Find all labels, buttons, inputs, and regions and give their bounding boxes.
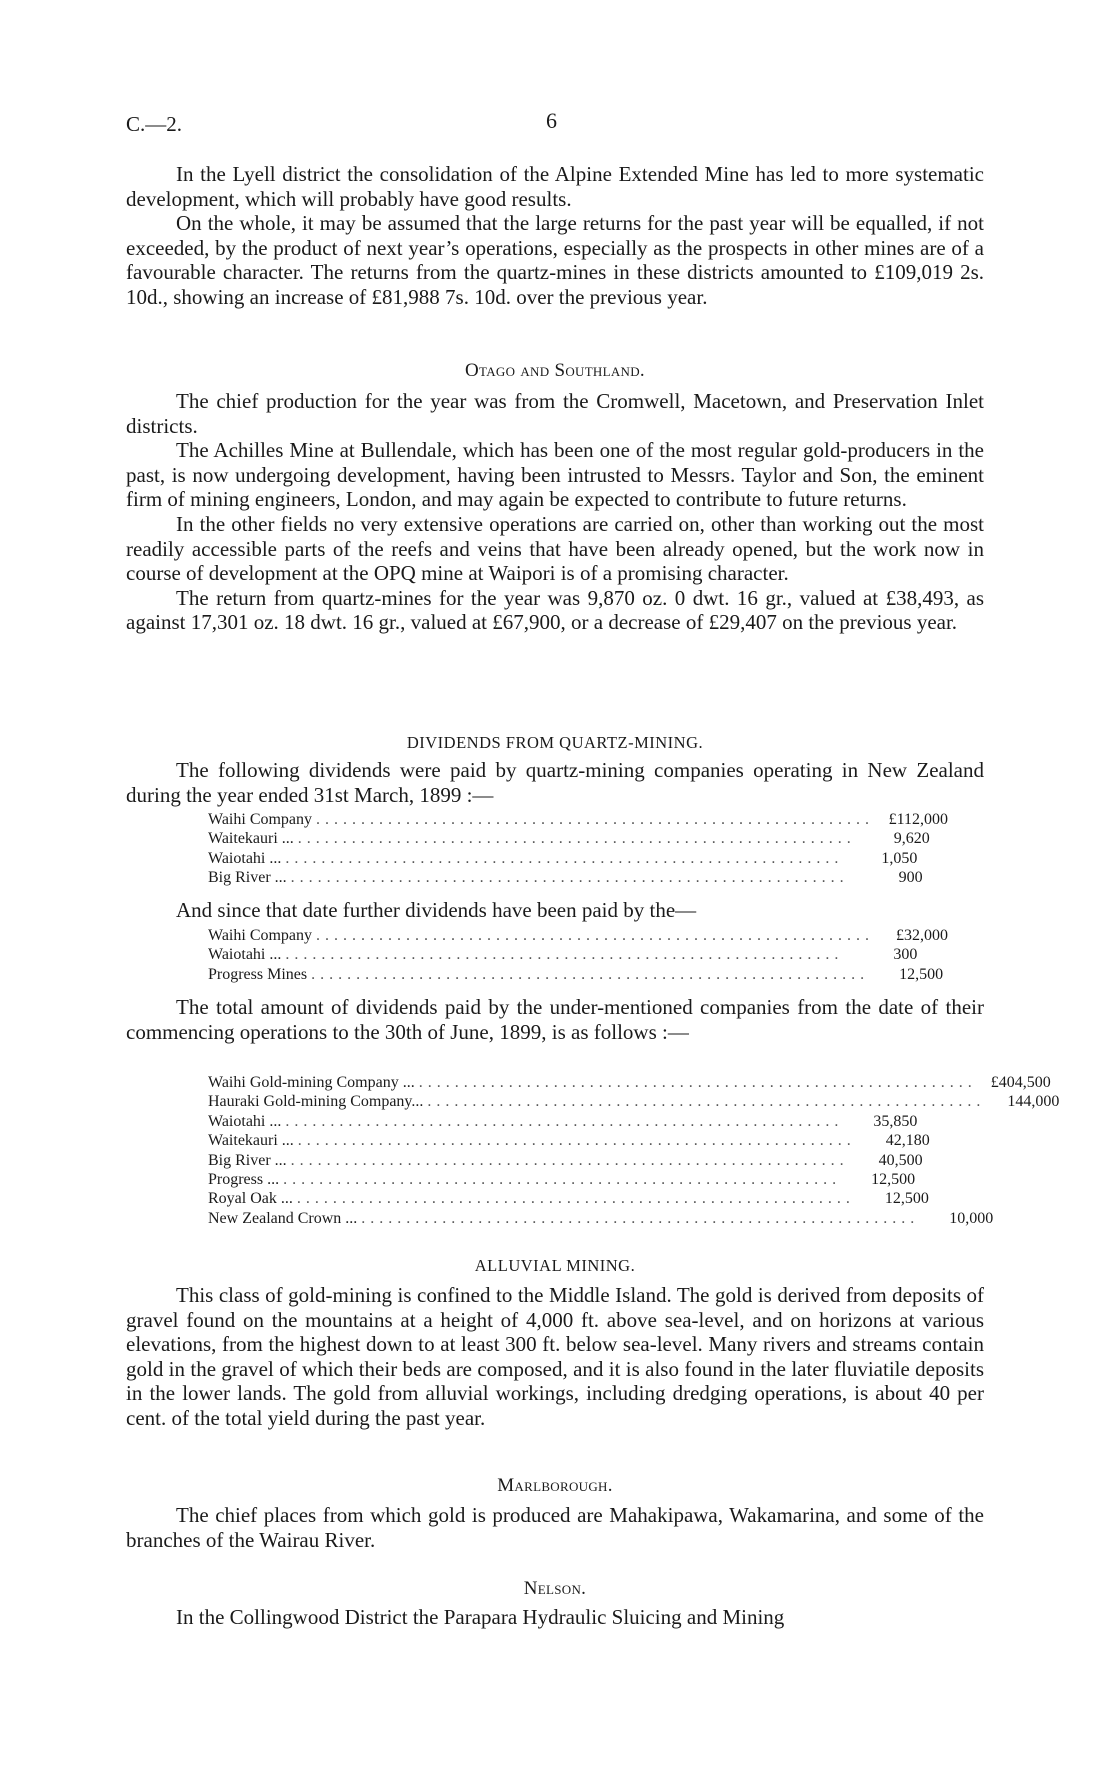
paragraph: And since that date further dividends have been paid by the— [176,898,697,922]
paragraph: The chief places from which gold is produced are Mahakipawa, Wakamarina, and some of the branches of the Wairau River. [126,1503,984,1552]
paragraph: The chief production for the year was from the Cromwell, Macetown, and Preservation Inlet districts. [126,389,984,438]
paragraph: The Achilles Mine at Bullendale, which has been one of the most regular gold-producers in the past, is now undergoing development, having been intrusted to Messrs. Taylor and Son, the eminent firm of mining engineers, London, and may again be expected to contribute to future returns. [126,438,984,512]
paragraph: On the whole, it may be assumed that the large returns for the past year will be equalled, if not exceeded, by the product of next year’s operations, especially as the prospects in other mines are of a favourable character. The returns from the quartz-mines in these districts amounted to £109,019 2s. 10d., showing an increase of £81,988 7s. 10d. over the previous year. [126,211,984,309]
paragraph: The total amount of dividends paid by the under-mentioned companies from the date of their commencing operations to the 30th of June, 1899, is as follows :— [126,995,984,1044]
dividends-table-total [208,1073,1060,1228]
otago-section [126,389,984,635]
table-row: Waitekauri ... .............................................................. 42,180 [208,1132,930,1150]
table-row: Progress ... .............................................................. 12,500 [208,1171,916,1189]
document-reference: C.—2. [126,112,183,136]
table-row: New Zealand Crown ... .............................................................. 10,000 [208,1209,994,1227]
paragraph: In the Collingwood District the Parapara Hydraulic Sluicing and Mining [176,1605,785,1629]
marlborough-heading: Marlborough. [497,1475,613,1496]
table-row: Big River ... .............................................................. 900 [208,869,923,887]
otago-heading: Otago and Southland. [465,360,645,381]
dividends-intro [126,758,984,807]
dividends-table-since [208,926,949,984]
marlborough-section [126,1503,984,1552]
lyell-section [126,162,984,310]
dividends-total-intro [126,995,984,1044]
paragraph: This class of gold-mining is confined to the Middle Island. The gold is derived from deposits of gravel found on the mountains at a height of 4,000 ft. above sea-level, and on horizons at various elevations, from the highest down to at least 300 ft. below sea-level. Many rivers and streams contain gold in the gravel of which their beds are composed, and it is also found in the later fluviatile deposits in the lower lands. The gold from alluvial workings, including dredging operations, is about 40 per cent. of the total yield during the past year. [126,1283,984,1430]
alluvial-heading: ALLUVIAL MINING. [474,1256,636,1275]
paragraph: The return from quartz-mines for the year was 9,870 oz. 0 dwt. 16 gr., valued at £38,493, as against 17,301 oz. 18 dwt. 16 gr., valued at £67,900, or a decrease of £29,407 on the previous year. [126,585,984,635]
nelson-heading: Nelson. [523,1578,587,1599]
table-row: Waiotahi ... .............................................................. 300 [208,946,918,964]
table-row: Hauraki Gold-mining Company... .............................................................. 144,000 [208,1093,1060,1111]
table-row: Waiotahi ... .............................................................. 1,050 [208,849,918,867]
table-row: Waiotahi ... .............................................................. 35,850 [208,1112,918,1130]
table-row: Progress Mines .............................................................. 12,500 [208,965,944,983]
nelson-section [126,1605,984,1630]
dividends-since [126,898,984,923]
paragraph: The following dividends were paid by quartz-mining companies operating in New Zealand during the year ended 31st March, 1899 :— [126,758,984,807]
table-row: Royal Oak ... .............................................................. 12,500 [208,1190,929,1208]
table-row: Waihi Gold-mining Company ... .............................................................. £404,500 [208,1074,1051,1091]
dividends-table-1999 [208,810,949,888]
alluvial-section [126,1283,984,1431]
paragraph: In the other fields no very extensive operations are carried on, other than working out the most readily accessible parts of the reefs and veins that have been already opened, but the work now in course of development at the OPQ mine at Waipori is of a promising character. [126,511,984,586]
table-row: Waihi Company .............................................................. £112,000 [208,811,949,828]
table-row: Waihi Company .............................................................. £32,000 [208,927,949,944]
paragraph: In the Lyell district the consolidation of the Alpine Extended Mine has led to more systematic development, which will probably have good results. [126,162,984,211]
page-number: 6 [546,108,557,133]
table-row: Waitekauri ... .............................................................. 9,620 [208,830,930,848]
table-row: Big River ... .............................................................. 40,500 [208,1151,923,1169]
dividends-heading: DIVIDENDS FROM QUARTZ-MINING. [406,733,704,752]
